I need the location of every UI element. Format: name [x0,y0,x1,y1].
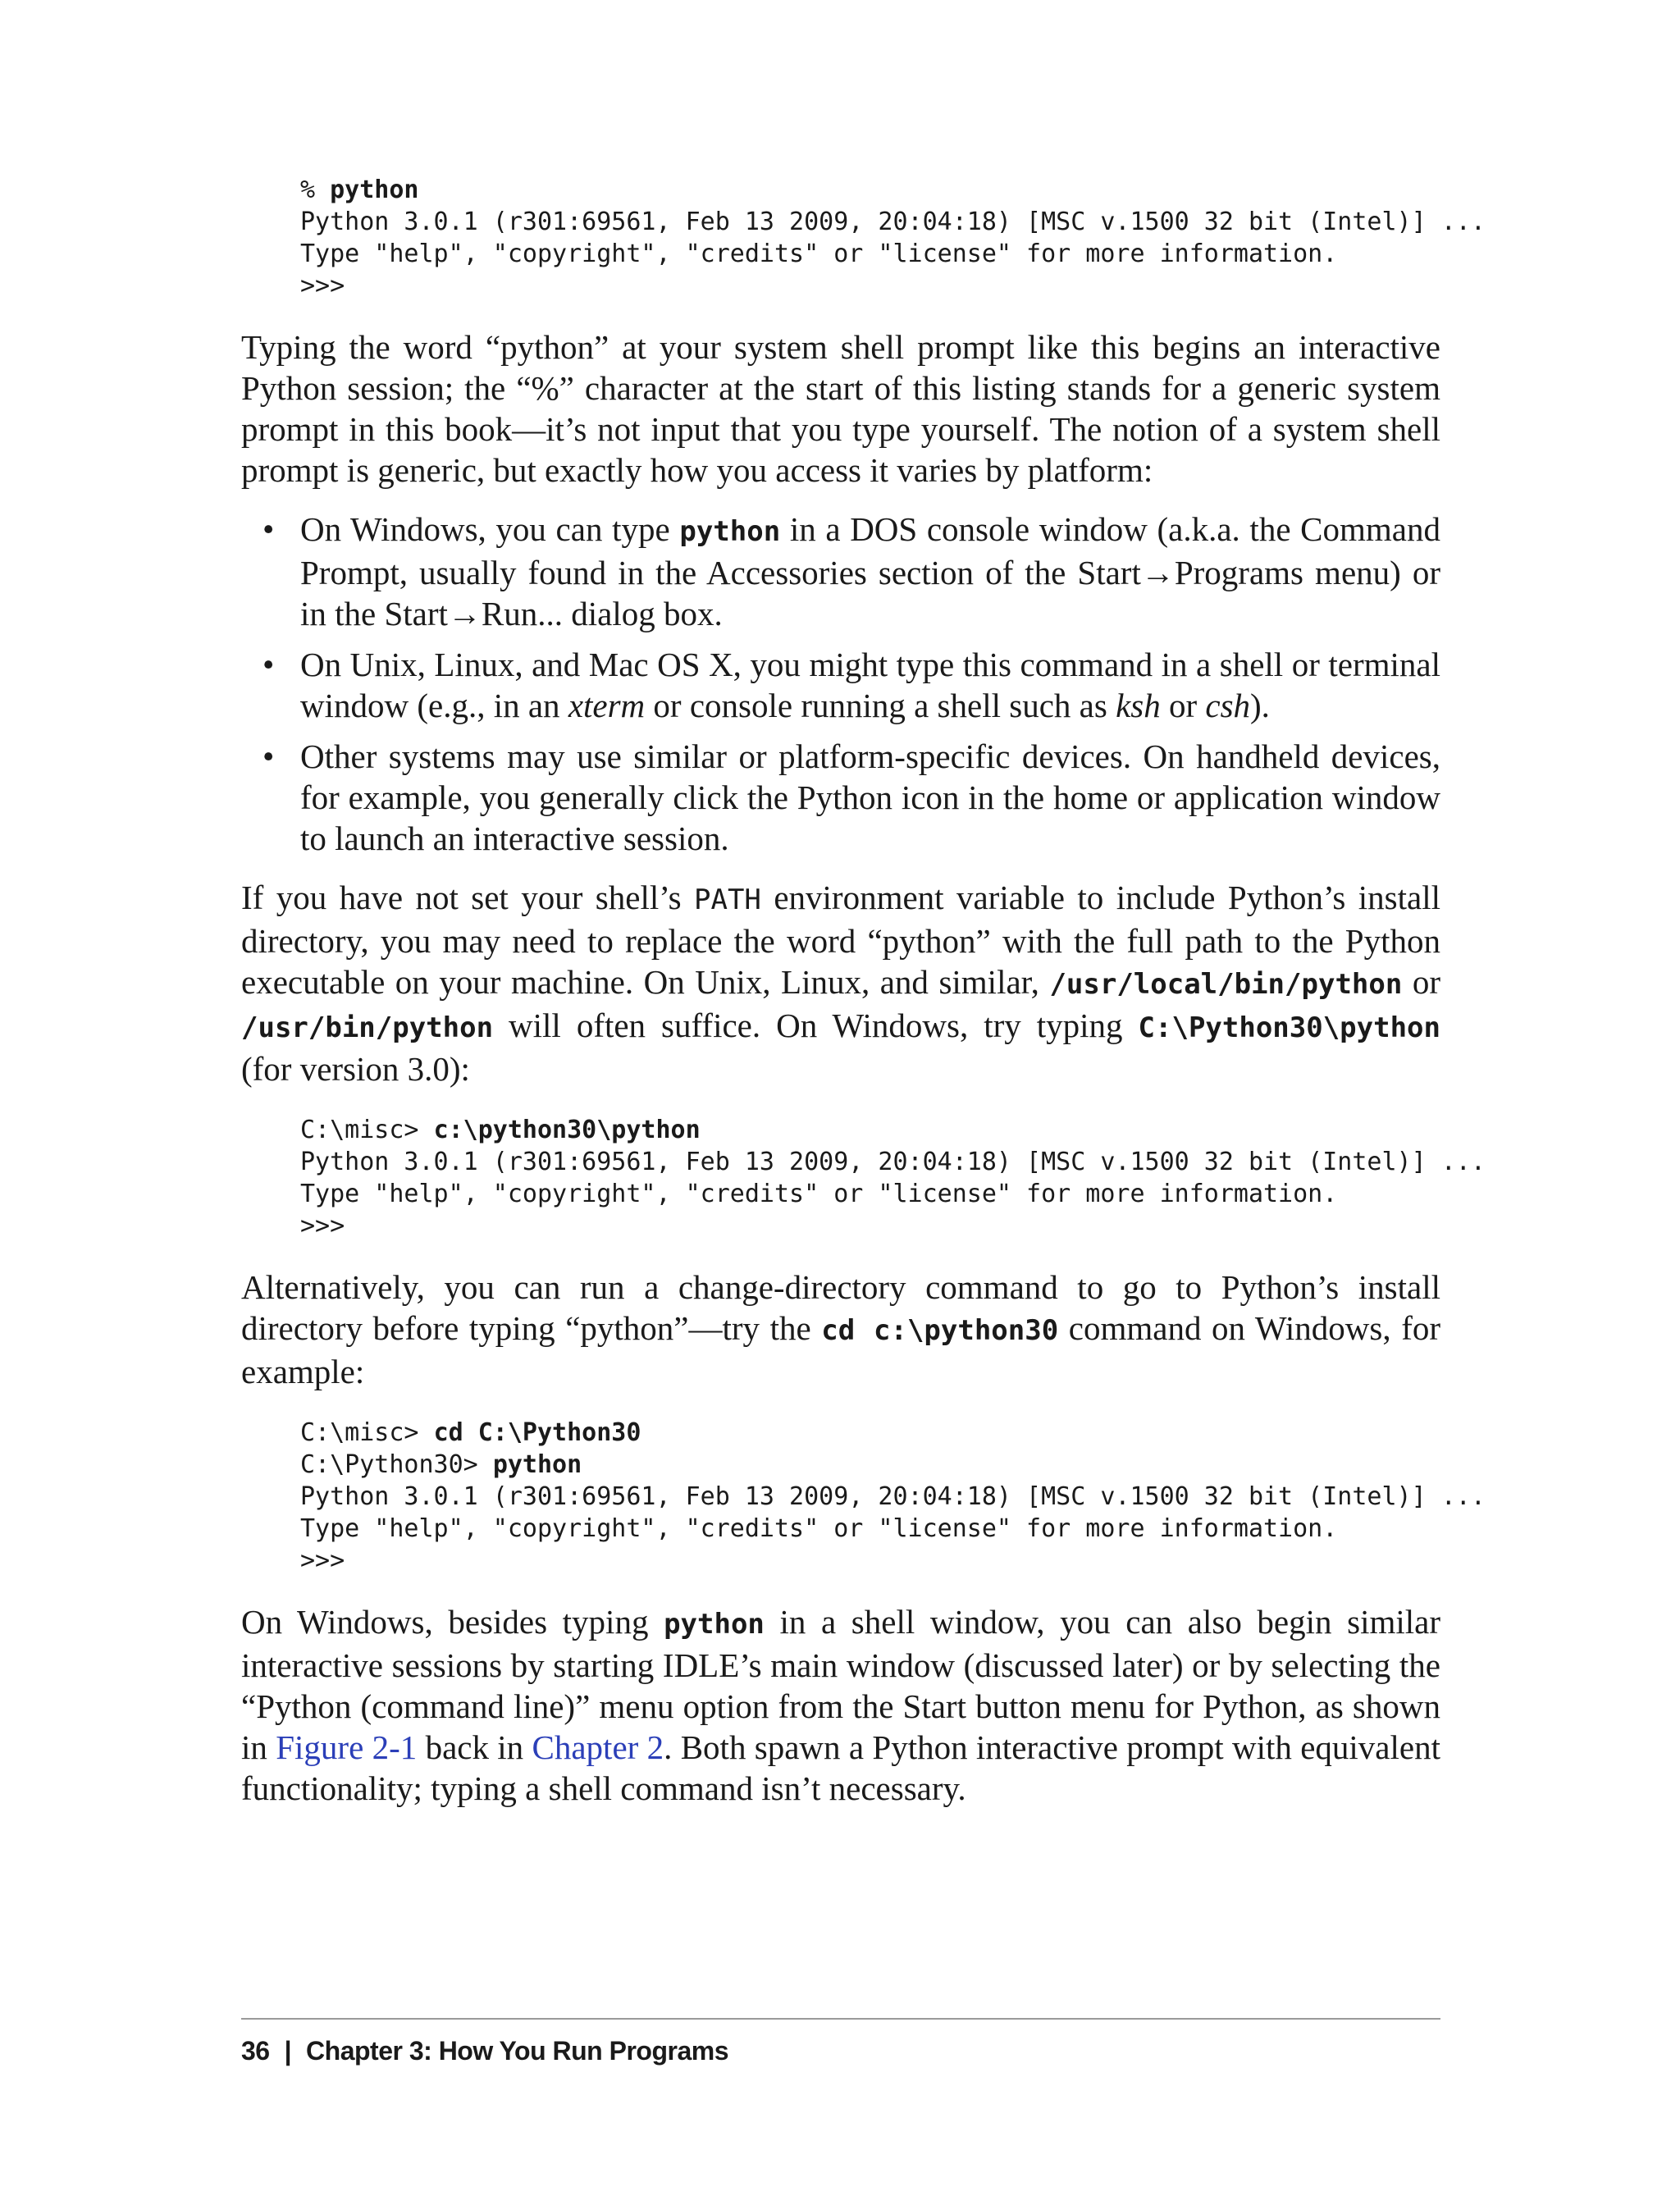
paragraph-cd: Alternatively, you can run a change-directory command to go to Python’s install directory before typing “python”—try the cd c:\python30 command on Windows, for example: [241,1268,1440,1390]
code-block-python-session: % python Python 3.0.1 (r301:69561, Feb 13 2009, 20:04:18) [MSC v.1500 32 bit (Intel)] ... Type "help", "copyright", "credits" or "license" for more information. >>> [300,176,1486,300]
chapter-title: Chapter 3: How You Run Programs [306,2036,728,2066]
page-content [241,174,1486,1809]
bullet-icon: • [262,510,275,548]
paragraph-idle: On Windows, besides typing python in a shell window, you can also begin similar interactive sessions by starting IDLE’s main window (discussed later) or by selecting the “Python (command line)” menu option from the Start button menu for Python, as shown in Figure 2-1 back in Chapter 2. Both spawn a Python interactive prompt with equivalent functionality; typing a shell command isn’t necessary. [241,1603,1440,1807]
link-chapter-2[interactable]: Chapter 2 [532,1728,664,1766]
bullet-icon: • [262,646,275,683]
list-item-windows: • On Windows, you can type python in a DOS console window (a.k.a. the Command Prompt, usually found in the Accessories section of the Start→Programs menu) or in the Start→Run... dialog box. [262,510,1440,632]
footer-separator: | [284,2036,292,2066]
code-command: python [492,1450,582,1479]
paragraph-path: If you have not set your shell’s PATH environment variable to include Python’s install directory, you may need to replace the word “python” with the full path to the Python executable on your machine. On Unix, Linux, and similar, /usr/local/bin/python or /usr/bin/python will often suffice. On Windows, try typing C:\Python30\python (for version 3.0): [241,879,1441,1088]
code-command: c:\python30\python [433,1116,701,1144]
link-figure-2-1[interactable]: Figure 2-1 [276,1728,418,1766]
list-item-other: • Other systems may use similar or platform-specific devices. On handheld devices, for example, you generally click the Python icon in the home or application window to launch an interactive session. [262,737,1440,857]
bullet-icon: • [262,737,275,775]
platform-list [241,509,1440,859]
code-command: python [330,176,419,204]
page-number: 36 [241,2036,270,2066]
page-footer [241,2018,1440,2066]
list-item-unix: • On Unix, Linux, and Mac OS X, you might type this command in a shell or terminal window (e.g., in an xterm or console running a shell such as ksh or csh). [262,646,1440,724]
paragraph-intro: Typing the word “python” at your system shell prompt like this begins an interactive Python session; the “%” character at the start of this listing stands for a generic system prompt in this book—it’s not input that you type yourself. The notion of a system shell prompt is generic, but exactly how you access it varies by platform: [241,328,1440,489]
code-block-full-path: C:\misc> c:\python30\python Python 3.0.1 (r301:69561, Feb 13 2009, 20:04:18) [MSC v.1500 32 bit (Intel)] ... Type "help", "copyright", "credits" or "license" for more information. >>> [300,1116,1486,1240]
code-command: cd C:\Python30 [433,1418,641,1447]
code-block-cd: C:\misc> cd C:\Python30 C:\Python30> python Python 3.0.1 (r301:69561, Feb 13 2009, 20:04:18) [MSC v.1500 32 bit (Intel)] ... Type "help", "copyright", "credits" or "license" for more information. >>> [300,1418,1486,1575]
